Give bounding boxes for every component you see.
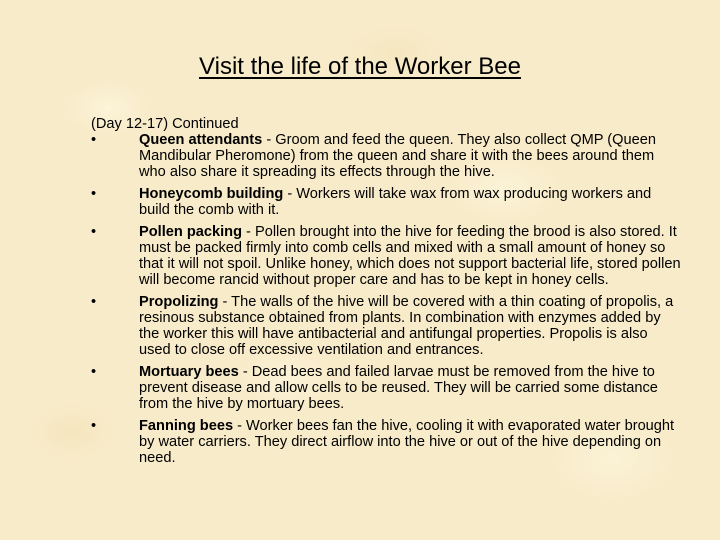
bullet-icon: • bbox=[91, 294, 97, 310]
section-subheading: (Day 12-17) Continued bbox=[91, 116, 239, 132]
bullet-item-queen-attendants bbox=[91, 132, 681, 180]
bullet-text bbox=[139, 186, 681, 218]
bullet-text bbox=[139, 418, 681, 466]
bullet-list bbox=[91, 132, 681, 466]
bullet-description: - Pollen brought into the hive for feeding the brood is also stored. It must be packed firmly into comb cells and mixed with a small amount of honey so that it will not spoil. Unlike honey, which does not support bacterial life, stored pollen will become rancid without proper care and has to be kept in honey cells. bbox=[139, 224, 681, 288]
slide-body bbox=[91, 116, 681, 472]
bullet-term: Mortuary bees bbox=[139, 364, 239, 380]
bullet-term: Fanning bees bbox=[139, 418, 234, 434]
bullet-icon: • bbox=[91, 418, 97, 434]
bullet-item-honeycomb-building bbox=[91, 186, 681, 218]
bullet-icon: • bbox=[91, 186, 97, 202]
bullet-text bbox=[139, 364, 681, 412]
bullet-description: - Workers will take wax from wax producing workers and build the comb with it. bbox=[139, 186, 652, 218]
bullet-text bbox=[139, 294, 681, 358]
bullet-description: - Worker bees fan the hive, cooling it with evaporated water brought by water carriers. They direct airflow into the hive or out of the hive depending on need. bbox=[139, 418, 675, 466]
bullet-item-fanning-bees bbox=[91, 418, 681, 466]
bullet-item-mortuary-bees bbox=[91, 364, 681, 412]
bullet-description: - Groom and feed the queen. They also collect QMP (Queen Mandibular Pheromone) from the queen and share it with the bees around them who also share it spreading its effects through the hive. bbox=[139, 132, 656, 180]
bullet-item-pollen-packing bbox=[91, 224, 681, 288]
bullet-description: - The walls of the hive will be covered with a thin coating of propolis, a resinous substance obtained from plants. In combination with enzymes added by the worker this will have antibacterial and antifungal properties. Propolis is also used to close off excessive ventilation and entrances. bbox=[139, 294, 674, 358]
bullet-icon: • bbox=[91, 224, 97, 240]
bullet-text bbox=[139, 224, 681, 288]
bullet-term: Pollen packing bbox=[139, 224, 242, 240]
bullet-text bbox=[139, 132, 681, 180]
bullet-term: Propolizing bbox=[139, 294, 219, 310]
bullet-icon: • bbox=[91, 364, 97, 380]
slide-title: Visit the life of the Worker Bee bbox=[199, 53, 521, 80]
bullet-icon: • bbox=[91, 132, 97, 148]
bullet-term: Honeycomb building bbox=[139, 186, 284, 202]
bullet-term: Queen attendants bbox=[139, 132, 263, 148]
bullet-description: - Dead bees and failed larvae must be removed from the hive to prevent disease and allow cells to be reused. They will be carried some distance from the hive by mortuary bees. bbox=[139, 364, 658, 412]
bullet-item-propolizing bbox=[91, 294, 681, 358]
